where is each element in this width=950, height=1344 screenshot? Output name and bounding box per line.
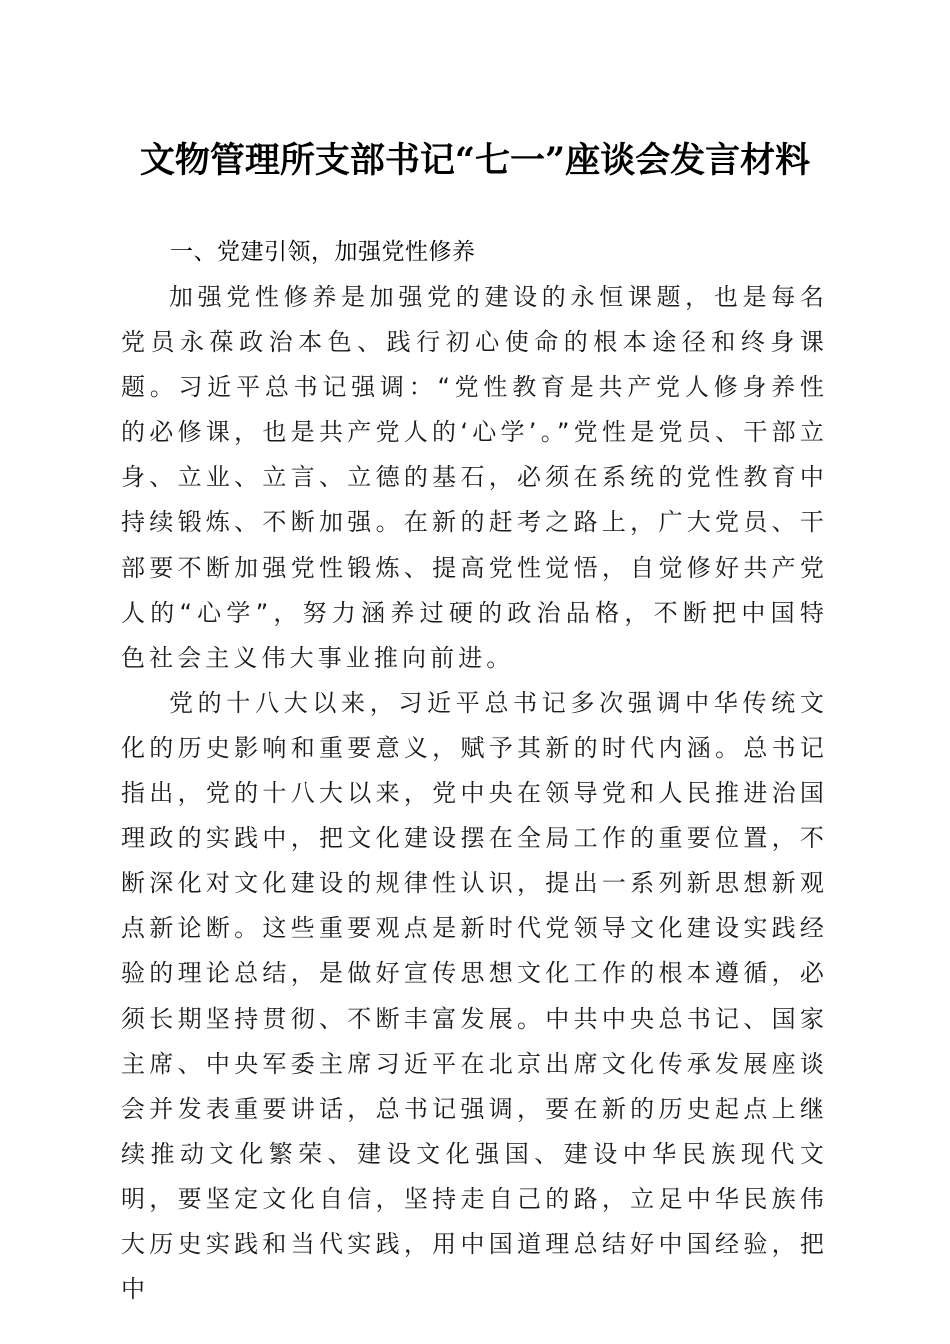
document-title: 文物管理所支部书记“七一”座谈会发言材料 — [139, 140, 811, 181]
paragraph-2: 党的十八大以来，习近平总书记多次强调中华传统文化的历史影响和重要意义，赋予其新的时代内涵。总书记指出，党的十八大以来，党中央在领导党和人民推进治国理政的实践中，把文化建设摆在全局工作的重要位置，不断深化对文化建设的规律性认识，提出一系列新思想新观点新论断。这些重要观点是新时代党领导文化建设实践经验的理论总结，是做好宣传思想文化工作的根本遵循，必须长期坚持贯彻、不断丰富发展。中共中央总书记、国家主席、中央军委主席习近平在北京出席文化传承发展座谈会并发表重要讲话，总书记强调，要在新的历史起点上继续推动文化繁荣、建设文化强国、建设中华民族现代文明，要坚定文化自信，坚持走自己的路，立足中华民族伟大历史实践和当代实践，用中国道理总结好中国经验，把中 — [121, 688, 828, 1304]
body-text — [121, 275, 828, 1312]
paragraph-1: 加强党性修养是加强党的建设的永恒课题，也是每名党员永葆政治本色、践行初心使命的根本途径和终身课题。习近平总书记强调：“党性教育是共产党人修身养性的必修课，也是共产党人的‘心学’。”党性是党员、干部立身、立业、立言、立德的基石，必须在系统的党性教育中持续锻炼、不断加强。在新的赶考之路上，广大党员、干部要不断加强党性锻炼、提高党性觉悟，自觉修好共产党人的“心学”，努力涵养过硬的政治品格，不断把中国特色社会主义伟大事业推向前进。 — [121, 283, 828, 672]
section-heading: 一、党建引领，加强党性修养 — [170, 239, 476, 265]
